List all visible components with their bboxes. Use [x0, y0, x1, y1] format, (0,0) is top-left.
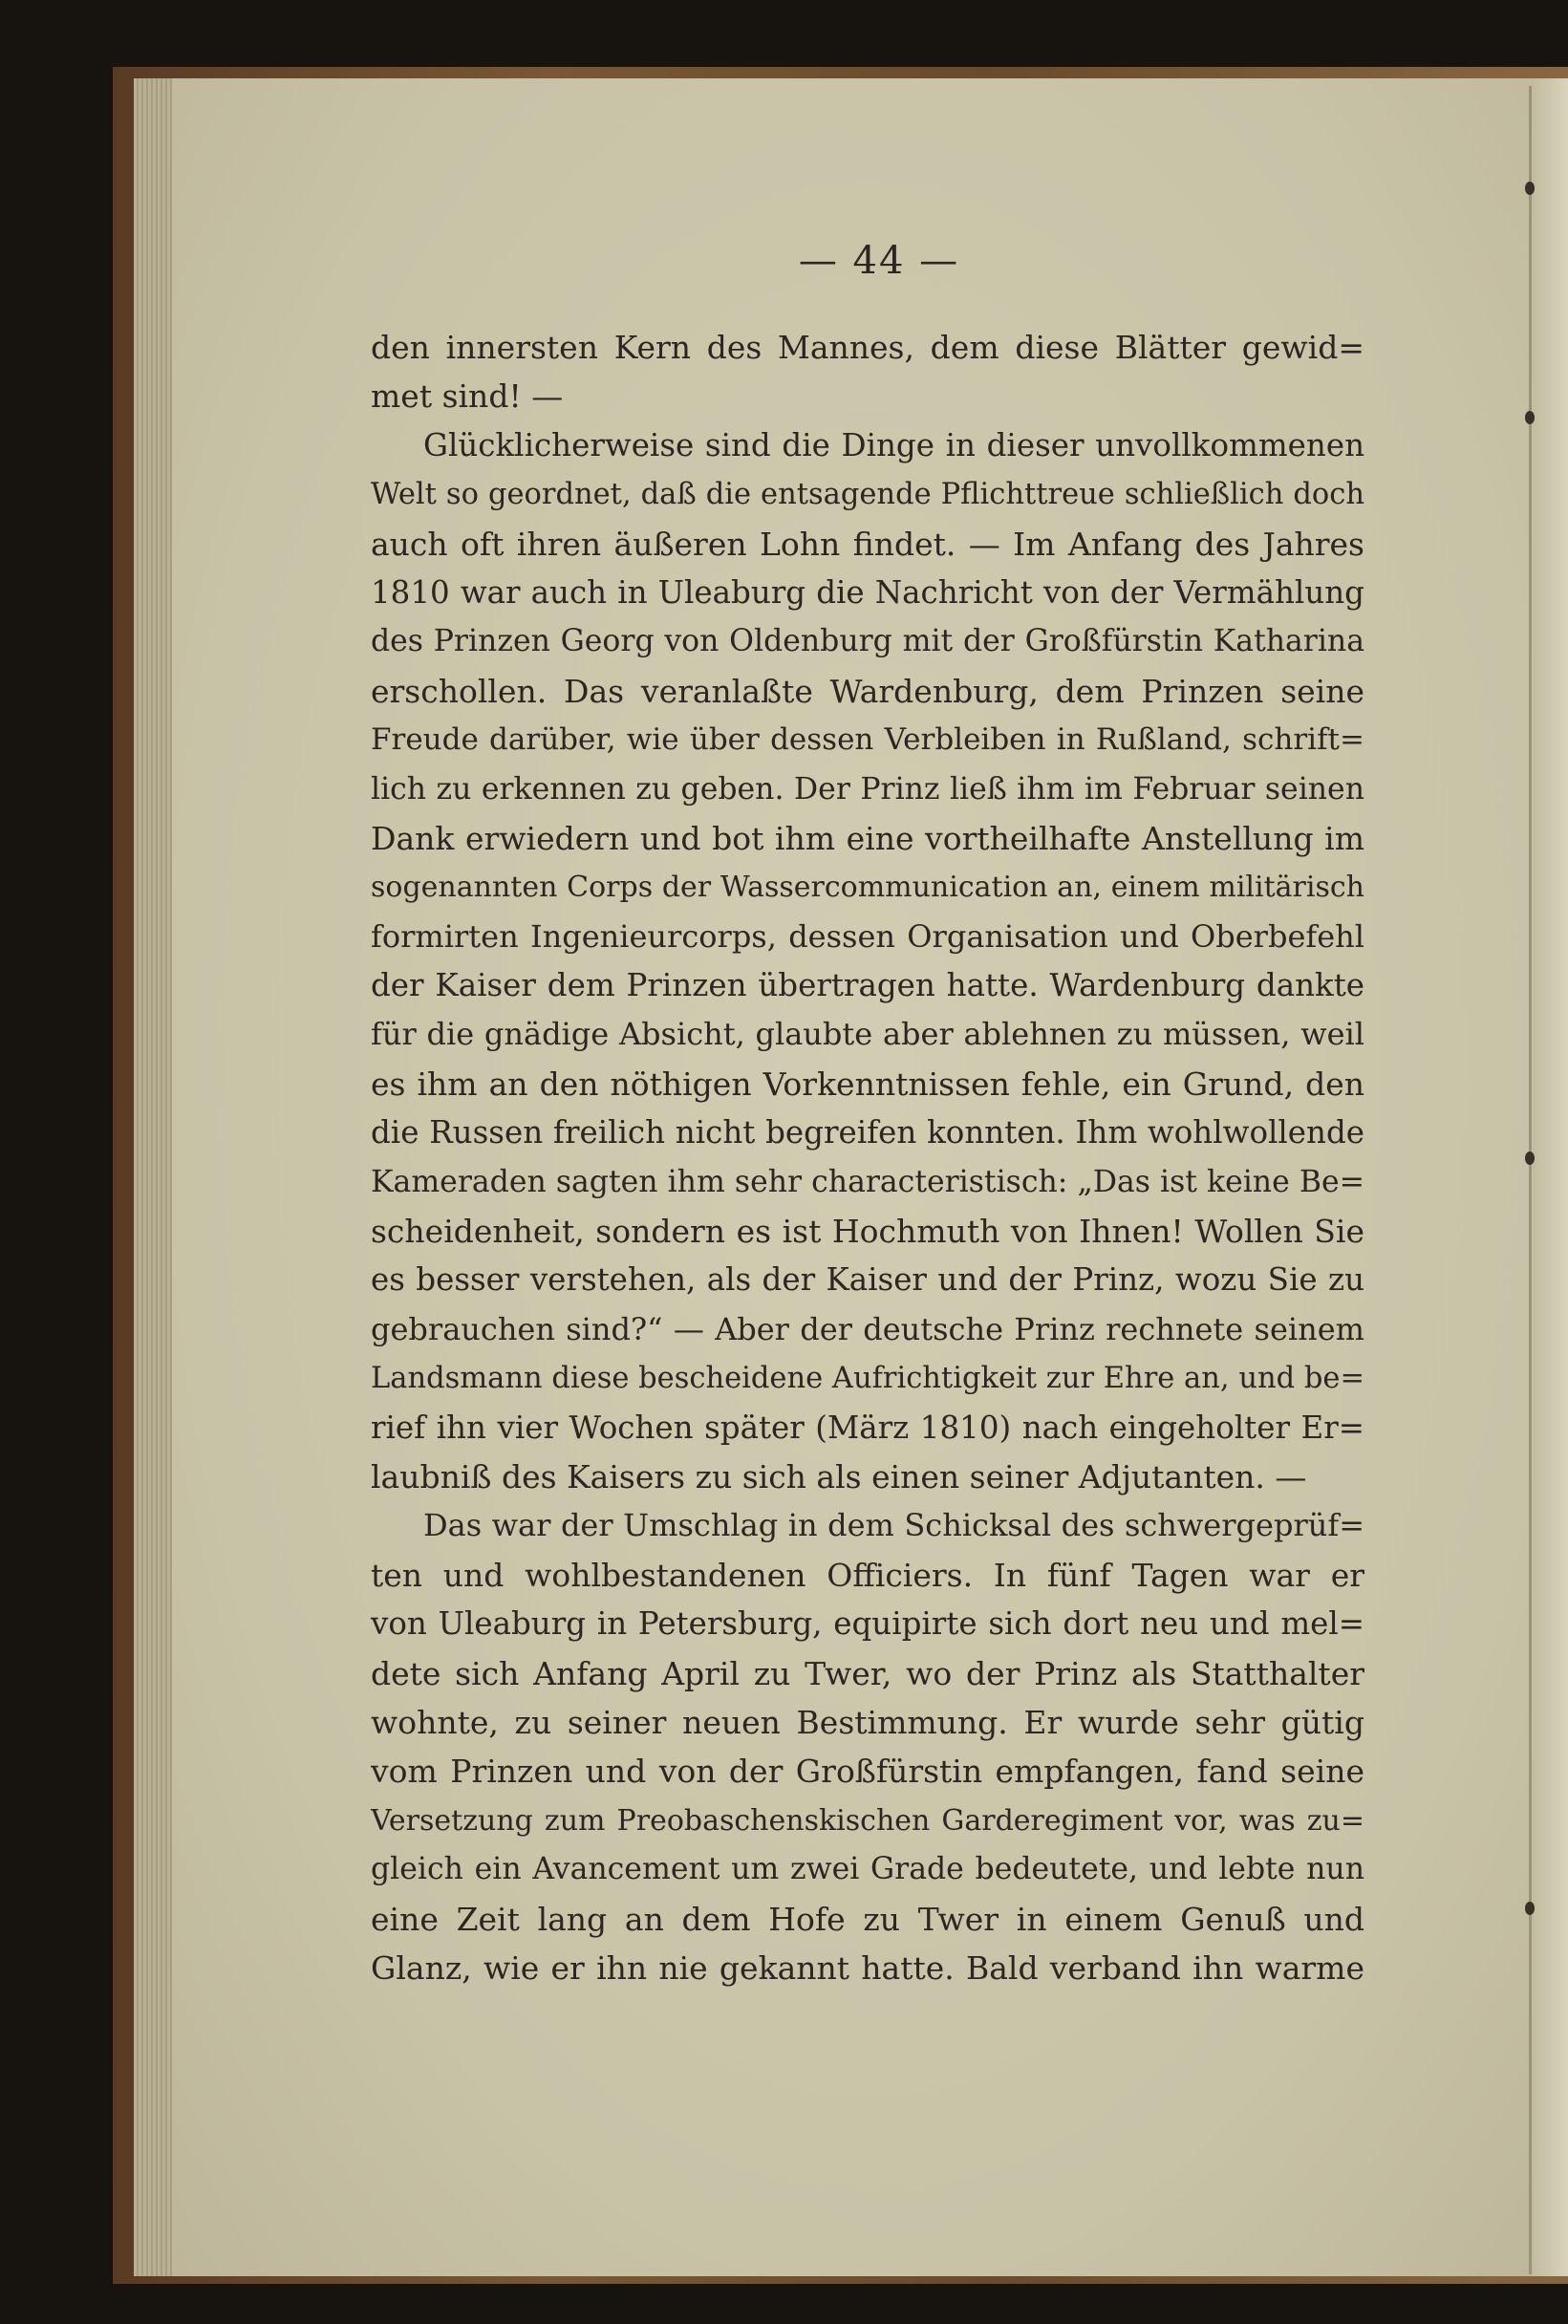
text-line: 1810 war auch in Uleaburg die Nachricht von der Vermählung [371, 573, 1364, 611]
binding-mark-1 [1525, 182, 1535, 195]
text-line: scheidenheit, sondern es ist Hochmuth von Ihnen! Wollen Sie [371, 1213, 1364, 1251]
text-line: die Russen freilich nicht begreifen konnten. Ihm wohlwollende [371, 1114, 1364, 1151]
text-line: auch oft ihren äußeren Lohn findet. — Im Anfang des Jahres [371, 525, 1364, 563]
text-line: rief ihn vier Wochen später (März 1810) nach eingeholter Er= [371, 1409, 1364, 1446]
text-line: den innersten Kern des Mannes, dem diese Blätter gewid= [371, 329, 1364, 366]
text-line: erschollen. Das veranlaßte Wardenburg, dem Prinzen seine [371, 672, 1364, 710]
text-line: met sind! — [371, 377, 564, 416]
text-line: lich zu erkennen zu geben. Der Prinz ließ ihm im Februar seinen [371, 771, 1364, 807]
text-line: wohnte, zu seiner neuen Bestimmung. Er wurde sehr gütig [371, 1703, 1364, 1741]
binding-mark-2 [1525, 411, 1535, 424]
text-line: eine Zeit lang an dem Hofe zu Twer in einem Genuß und [371, 1900, 1364, 1938]
text-line: laubniß des Kaisers zu sich als einen seiner Adjutanten. — [371, 1457, 1307, 1496]
text-line: des Prinzen Georg von Oldenburg mit der Großfürstin Katharina [371, 624, 1364, 659]
text-line: Welt so geordnet, daß die entsagende Pflichttreue schließlich doch [371, 478, 1364, 512]
text-line: gleich ein Avancement um zwei Grade bedeutete, und lebte nun [371, 1852, 1364, 1887]
text-line: Dank erwiedern und bot ihm eine vortheilhafte Anstellung im [371, 819, 1364, 857]
text-line: Landsmann diese bescheidene Aufrichtigkeit zur Ehre an, und be= [371, 1362, 1364, 1396]
binding-mark-4 [1525, 1902, 1535, 1915]
text-line: formirten Ingenieurcorps, dessen Organisation und Oberbefehl [371, 917, 1364, 955]
page-number: — 44 — [798, 239, 960, 283]
text-line: Glanz, wie er ihn nie gekannt hatte. Bald verband ihn warme [371, 1948, 1364, 1987]
binding-mark-3 [1525, 1151, 1535, 1165]
text-line: es ihm an den nöthigen Vorkenntnissen fehle, ein Grund, den [371, 1065, 1364, 1103]
text-line: Versetzung zum Preobaschenskischen Garderegiment vor, was zu= [371, 1803, 1364, 1838]
text-line: sogenannten Corps der Wassercommunication an, einem militärisch [371, 871, 1364, 905]
text-line: von Uleaburg in Petersburg, equipirte sich dort neu und mel= [371, 1605, 1364, 1643]
page-right-edge [1533, 78, 1568, 2276]
text-line: Glücklicherweise sind die Dinge in dieser unvollkommenen [423, 426, 1364, 463]
text-line: für die gnädige Absicht, glaubte aber ablehnen zu müssen, weil [371, 1016, 1364, 1053]
body-text [371, 323, 1364, 1992]
text-line: es besser verstehen, als der Kaiser und der Prinz, wozu Sie zu [371, 1261, 1364, 1299]
text-line: ten und wohlbestandenen Officiers. In fünf Tagen war er [371, 1556, 1364, 1594]
text-line: Das war der Umschlag in dem Schicksal des schwergeprüf= [423, 1507, 1364, 1544]
text-line: dete sich Anfang April zu Twer, wo der Prinz als Statthalter [371, 1654, 1364, 1692]
text-line: Kameraden sagten ihm sehr characteristisch: „Das ist keine Be= [371, 1164, 1364, 1199]
text-line: gebrauchen sind?“ — Aber der deutsche Prinz rechnete seinem [371, 1310, 1364, 1347]
text-line: Freude darüber, wie über dessen Verbleiben in Rußland, schrift= [371, 722, 1364, 758]
text-line: der Kaiser dem Prinzen übertragen hatte. Wardenburg dankte [371, 967, 1364, 1004]
text-line: vom Prinzen und von der Großfürstin empfangen, fand seine [371, 1753, 1364, 1791]
